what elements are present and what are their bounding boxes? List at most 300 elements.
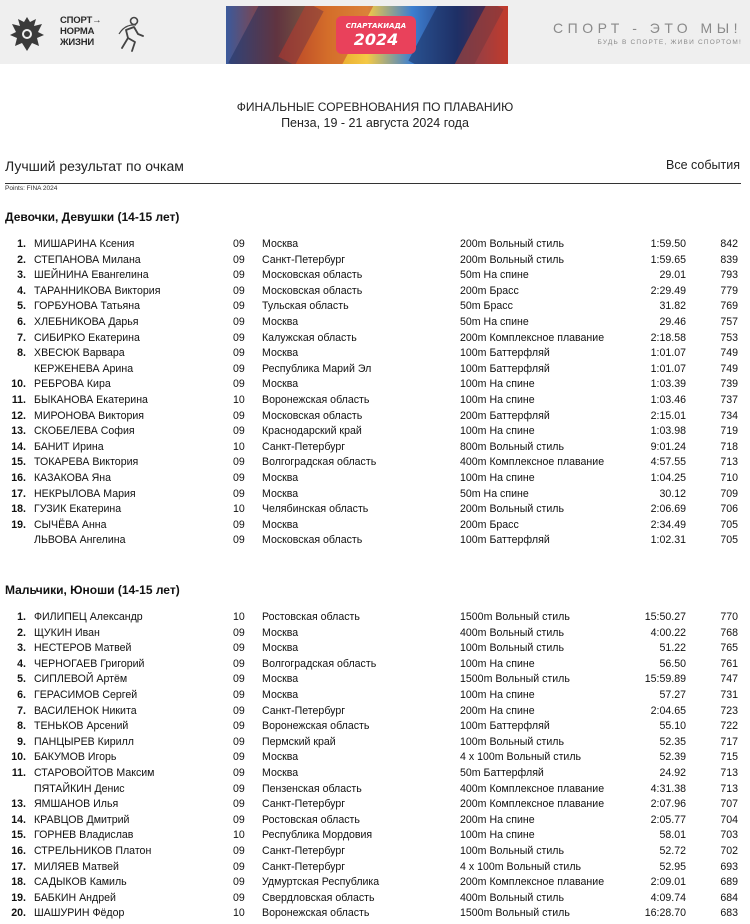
result-time: 52.72: [659, 844, 686, 857]
points: 723: [720, 704, 738, 717]
points: 753: [720, 331, 738, 344]
birth-year: 10: [233, 611, 245, 623]
table-row: [0, 331, 750, 347]
result-time: 1:01.07: [650, 362, 686, 375]
result-time: 51.22: [659, 642, 686, 655]
athlete-name: САДЫКОВ Камиль: [34, 876, 127, 889]
table-row: [0, 268, 750, 284]
points: 705: [720, 534, 738, 547]
table-row: [0, 299, 750, 315]
table-row: [0, 377, 750, 393]
birth-year: 09: [233, 300, 245, 313]
event: 100m Баттерфляй: [460, 720, 550, 733]
result-time: 24.92: [659, 766, 686, 779]
event: 100m На спине: [460, 688, 535, 701]
table-row: [0, 704, 750, 720]
place: 17.: [11, 487, 26, 500]
table-row: [0, 487, 750, 503]
birth-year: 09: [233, 704, 245, 717]
points: 734: [720, 409, 738, 422]
brand-line: ЖИЗНИ: [60, 37, 95, 48]
group-title: Мальчики, Юноши (14-15 лет): [5, 583, 180, 597]
points: 747: [720, 673, 738, 686]
table-row: [0, 750, 750, 766]
points: 757: [720, 315, 738, 328]
athlete-name: СИБИРКО Екатерина: [34, 331, 140, 344]
table-row: [0, 782, 750, 798]
event: 50m На спине: [460, 487, 529, 500]
points: 689: [720, 876, 738, 889]
result-time: 16:28.70: [644, 907, 686, 920]
birth-year: 09: [233, 269, 245, 282]
birth-year: 09: [233, 253, 245, 266]
athlete-name: ЛЬВОВА Ангелина: [34, 534, 126, 547]
athlete-name: БАБКИН Андрей: [34, 891, 116, 904]
brand-line: НОРМА: [60, 26, 95, 37]
table-row: [0, 393, 750, 409]
region: Москва: [262, 688, 299, 701]
place: 10.: [11, 378, 26, 391]
region: Москва: [262, 347, 299, 360]
event: 200m На спине: [460, 813, 535, 826]
table-row: [0, 688, 750, 704]
region: Москва: [262, 238, 299, 250]
result-time: 2:18.58: [650, 331, 686, 344]
region: Ростовская область: [262, 611, 360, 623]
birth-year: 09: [233, 378, 245, 391]
birth-year: 09: [233, 409, 245, 422]
region: Калужская область: [262, 331, 357, 344]
athlete-name: РЕБРОВА Кира: [34, 378, 111, 391]
birth-year: 09: [233, 284, 245, 297]
result-time: 57.27: [659, 688, 686, 701]
birth-year: 09: [233, 518, 245, 531]
table-row: [0, 237, 750, 253]
event: 100m Баттерфляй: [460, 534, 550, 547]
table-row: [0, 844, 750, 860]
region: Тульская область: [262, 300, 349, 313]
region: Москва: [262, 642, 299, 655]
region: Воронежская область: [262, 393, 370, 406]
result-time: 9:01.24: [650, 440, 686, 453]
region: Москва: [262, 378, 299, 391]
eagle-emblem-icon: [8, 13, 46, 55]
birth-year: 09: [233, 456, 245, 469]
event: 50m Баттерфляй: [460, 766, 544, 779]
event: 4 x 100m Вольный стиль: [460, 751, 582, 764]
place: 11.: [11, 766, 26, 779]
region: Воронежская область: [262, 720, 370, 733]
brand-wordmark: [60, 15, 110, 48]
place: 4.: [17, 284, 26, 297]
place: 6.: [17, 315, 26, 328]
athlete-name: ТЕНЬКОВ Арсений: [34, 720, 129, 733]
region: Москва: [262, 673, 299, 686]
place: 12.: [11, 409, 26, 422]
table-row: [0, 906, 750, 922]
points: 703: [720, 829, 738, 842]
place: 15.: [11, 829, 26, 842]
region: Республика Марий Эл: [262, 362, 372, 375]
birth-year: 09: [233, 487, 245, 500]
result-time: 2:29.49: [650, 284, 686, 297]
birth-year: 09: [233, 534, 245, 547]
birth-year: 10: [233, 907, 245, 920]
badge-year: 2024: [353, 30, 399, 49]
table-row: [0, 346, 750, 362]
place: 14.: [11, 440, 26, 453]
table-row: [0, 828, 750, 844]
region: Санкт-Петербург: [262, 440, 346, 453]
place: 13.: [11, 425, 26, 438]
points: 693: [720, 860, 738, 873]
result-time: 1:03.39: [650, 378, 686, 391]
spartakiad-badge: [336, 16, 416, 54]
region: Пензенская область: [262, 782, 362, 795]
event: 100m Вольный стиль: [460, 735, 564, 748]
event: 100m Баттерфляй: [460, 347, 550, 360]
result-time: 2:04.65: [650, 704, 686, 717]
birth-year: 09: [233, 891, 245, 904]
event: 100m На спине: [460, 393, 535, 406]
table-row: [0, 455, 750, 471]
birth-year: 10: [233, 440, 245, 453]
athlete-name: ЩУКИН Иван: [34, 626, 100, 639]
event: 200m Вольный стиль: [460, 238, 564, 250]
birth-year: 09: [233, 362, 245, 375]
athlete-name: ЧЕРНОГАЕВ Григорий: [34, 657, 145, 670]
table-row: [0, 440, 750, 456]
place: 18.: [11, 503, 26, 516]
place: 18.: [11, 876, 26, 889]
place: 5.: [17, 300, 26, 313]
table-row: [0, 641, 750, 657]
region: Республика Мордовия: [262, 829, 373, 842]
athlete-name: ГУЗИК Екатерина: [34, 503, 122, 516]
result-time: 2:06.69: [650, 503, 686, 516]
points: 765: [720, 642, 738, 655]
table-row: [0, 533, 750, 549]
birth-year: 09: [233, 315, 245, 328]
event: 200m На спине: [460, 704, 535, 717]
place: 11.: [11, 393, 26, 406]
place: 17.: [11, 860, 26, 873]
place: 2.: [17, 626, 26, 639]
points: 749: [720, 347, 738, 360]
region: Санкт-Петербург: [262, 253, 346, 266]
event: 100m Вольный стиль: [460, 844, 564, 857]
region: Челябинская область: [262, 503, 369, 516]
athlete-name: МИЛЯЕВ Матвей: [34, 860, 119, 873]
result-time: 31.82: [659, 300, 686, 313]
place: 3.: [17, 269, 26, 282]
points: 749: [720, 362, 738, 375]
birth-year: 09: [233, 688, 245, 701]
athlete-name: ФИЛИПЕЦ Александр: [34, 611, 143, 623]
table-row: [0, 891, 750, 907]
points: 715: [720, 751, 738, 764]
event: 400m Комплексное плавание: [460, 782, 605, 795]
athlete-name: ХВЕСЮК Варвара: [34, 347, 125, 360]
event: 200m Комплексное плавание: [460, 331, 605, 344]
table-row: [0, 626, 750, 642]
results-list: [0, 237, 750, 549]
points: 717: [720, 735, 738, 748]
birth-year: 09: [233, 331, 245, 344]
table-row: [0, 672, 750, 688]
place: 14.: [11, 813, 26, 826]
birth-year: 09: [233, 782, 245, 795]
event: 100m Баттерфляй: [460, 362, 550, 375]
place: 1.: [17, 238, 26, 250]
region: Москва: [262, 315, 299, 328]
badge-caption: СПАРТАКИАДА: [345, 22, 407, 30]
birth-year: 09: [233, 751, 245, 764]
points: 769: [720, 300, 738, 313]
place: 16.: [11, 844, 26, 857]
region: Московская область: [262, 534, 363, 547]
place: 15.: [11, 456, 26, 469]
athlete-name: ТАРАННИКОВА Виктория: [34, 284, 161, 297]
group-title: Девочки, Девушки (14-15 лет): [5, 210, 180, 224]
points: 704: [720, 813, 738, 826]
athlete-name: МИШАРИНА Ксения: [34, 238, 135, 250]
event: 200m Комплексное плавание: [460, 798, 605, 811]
place: 5.: [17, 673, 26, 686]
result-time: 2:05.77: [650, 813, 686, 826]
athlete-name: СКОБЕЛЕВА София: [34, 425, 135, 438]
table-row: [0, 362, 750, 378]
region: Москва: [262, 471, 299, 484]
athlete-name: СТАРОВОЙТОВ Максим: [34, 766, 155, 779]
competition-subtitle: Пенза, 19 - 21 августа 2024 года: [281, 116, 469, 130]
region: Удмуртская Республика: [262, 876, 380, 889]
result-time: 1:03.46: [650, 393, 686, 406]
table-row: [0, 875, 750, 891]
table-row: [0, 284, 750, 300]
points: 793: [720, 269, 738, 282]
slogan-main: СПОРТ - ЭТО МЫ!: [553, 20, 742, 36]
event: 200m Баттерфляй: [460, 409, 550, 422]
points: 842: [720, 238, 738, 250]
athlete-name: ГОРБУНОВА Татьяна: [34, 300, 141, 313]
event: 400m Вольный стиль: [460, 891, 564, 904]
place: 9.: [17, 735, 26, 748]
table-row: [0, 657, 750, 673]
birth-year: 09: [233, 844, 245, 857]
region: Московская область: [262, 269, 363, 282]
event: 100m На спине: [460, 425, 535, 438]
region: Москва: [262, 626, 299, 639]
birth-year: 10: [233, 829, 245, 842]
event: 100m Вольный стиль: [460, 642, 564, 655]
result-time: 2:15.01: [650, 409, 686, 422]
place: 2.: [17, 253, 26, 266]
points: 683: [720, 907, 738, 920]
athlete-name: ВАСИЛЕНОК Никита: [34, 704, 137, 717]
spartakiad-banner-art: [226, 6, 508, 64]
points: 761: [720, 657, 738, 670]
event: 1500m Вольный стиль: [460, 907, 570, 920]
athlete-name: КРАВЦОВ Дмитрий: [34, 813, 130, 826]
athlete-name: ЯМШАНОВ Илья: [34, 798, 119, 811]
birth-year: 09: [233, 720, 245, 733]
birth-year: 09: [233, 813, 245, 826]
result-time: 1:03.98: [650, 425, 686, 438]
points: 739: [720, 378, 738, 391]
place: 6.: [17, 688, 26, 701]
table-row: [0, 735, 750, 751]
competition-title: ФИНАЛЬНЫЕ СОРЕВНОВАНИЯ ПО ПЛАВАНИЮ: [236, 100, 514, 114]
points-note: Points: FINA 2024: [5, 185, 58, 192]
birth-year: 09: [233, 735, 245, 748]
report-title: Лучший результат по очкам: [5, 158, 184, 174]
place: 16.: [11, 471, 26, 484]
points: 713: [720, 456, 738, 469]
result-time: 4:57.55: [650, 456, 686, 469]
event: 1500m Вольный стиль: [460, 611, 570, 623]
table-row: [0, 409, 750, 425]
athlete-name: ШЕЙНИНА Евангелина: [34, 269, 149, 282]
region: Пермский край: [262, 735, 336, 748]
table-row: [0, 315, 750, 331]
result-time: 30.12: [659, 487, 686, 500]
birth-year: 09: [233, 347, 245, 360]
result-time: 29.01: [659, 269, 686, 282]
result-time: 1:59.50: [650, 238, 686, 250]
place: 3.: [17, 642, 26, 655]
event: 200m Брасс: [460, 518, 519, 531]
runner-logo-icon: [116, 14, 146, 54]
result-time: 1:02.31: [650, 534, 686, 547]
athlete-name: МИРОНОВА Виктория: [34, 409, 145, 422]
event: 50m На спине: [460, 269, 529, 282]
athlete-name: КАЗАКОВА Яна: [34, 471, 111, 484]
place: 8.: [17, 347, 26, 360]
athlete-name: СЫЧЁВА Анна: [34, 518, 107, 531]
region: Санкт-Петербург: [262, 704, 346, 717]
place: 19.: [11, 518, 26, 531]
points: 768: [720, 626, 738, 639]
region: Краснодарский край: [262, 425, 362, 438]
athlete-name: ГЕРАСИМОВ Сергей: [34, 688, 138, 701]
place: 13.: [11, 798, 26, 811]
event: 100m На спине: [460, 471, 535, 484]
result-time: 1:59.65: [650, 253, 686, 266]
region: Санкт-Петербург: [262, 860, 346, 873]
result-time: 2:07.96: [650, 798, 686, 811]
region: Ростовская область: [262, 813, 360, 826]
birth-year: 09: [233, 642, 245, 655]
result-time: 56.50: [659, 657, 686, 670]
result-time: 4:00.22: [650, 626, 686, 639]
points: 710: [720, 471, 738, 484]
region: Санкт-Петербург: [262, 798, 346, 811]
result-time: 2:34.49: [650, 518, 686, 531]
result-time: 15:50.27: [644, 611, 686, 623]
event: 200m Комплексное плавание: [460, 876, 605, 889]
points: 718: [720, 440, 738, 453]
region: Московская область: [262, 284, 363, 297]
place: 7.: [17, 704, 26, 717]
table-row: [0, 610, 750, 626]
event: 200m Вольный стиль: [460, 253, 564, 266]
place: 4.: [17, 657, 26, 670]
slogan-sub: БУДЬ В СПОРТЕ, ЖИВИ СПОРТОМ!: [597, 39, 742, 46]
athlete-name: БАКУМОВ Игорь: [34, 751, 117, 764]
athlete-name: ПЯТАЙКИН Денис: [34, 782, 125, 795]
event: 50m Брасс: [460, 300, 513, 313]
region: Волгоградская область: [262, 456, 377, 469]
points: 731: [720, 688, 738, 701]
points: 779: [720, 284, 738, 297]
athlete-name: ТОКАРЕВА Виктория: [34, 456, 139, 469]
points: 707: [720, 798, 738, 811]
place: 19.: [11, 891, 26, 904]
athlete-name: БАНИТ Ирина: [34, 440, 104, 453]
event: 100m На спине: [460, 829, 535, 842]
table-row: [0, 502, 750, 518]
event: 50m На спине: [460, 315, 529, 328]
birth-year: 09: [233, 626, 245, 639]
result-time: 58.01: [659, 829, 686, 842]
birth-year: 10: [233, 503, 245, 516]
region: Свердловская область: [262, 891, 375, 904]
birth-year: 09: [233, 798, 245, 811]
birth-year: 09: [233, 471, 245, 484]
event: 400m Вольный стиль: [460, 626, 564, 639]
points: 713: [720, 766, 738, 779]
event: 800m Вольный стиль: [460, 440, 564, 453]
athlete-name: СТРЕЛЬНИКОВ Платон: [34, 844, 152, 857]
table-row: [0, 471, 750, 487]
points: 705: [720, 518, 738, 531]
region: Москва: [262, 518, 299, 531]
birth-year: 09: [233, 657, 245, 670]
points: 709: [720, 487, 738, 500]
event: 1500m Вольный стиль: [460, 673, 570, 686]
region: Московская область: [262, 409, 363, 422]
table-row: [0, 424, 750, 440]
region: Волгоградская область: [262, 657, 377, 670]
region: Москва: [262, 487, 299, 500]
points: 737: [720, 393, 738, 406]
events-filter: Все события: [666, 158, 740, 172]
place: 1.: [17, 611, 26, 623]
table-row: [0, 797, 750, 813]
birth-year: 10: [233, 393, 245, 406]
slogan: [553, 20, 742, 48]
table-row: [0, 813, 750, 829]
region: Москва: [262, 751, 299, 764]
birth-year: 09: [233, 425, 245, 438]
points: 839: [720, 253, 738, 266]
points: 722: [720, 720, 738, 733]
birth-year: 09: [233, 766, 245, 779]
points: 706: [720, 503, 738, 516]
athlete-name: ГОРНЕВ Владислав: [34, 829, 134, 842]
table-row: [0, 860, 750, 876]
points: 713: [720, 782, 738, 795]
results-list: [0, 610, 750, 922]
place: 8.: [17, 720, 26, 733]
result-time: 4:31.38: [650, 782, 686, 795]
points: 702: [720, 844, 738, 857]
athlete-name: ПАНЦЫРЕВ Кирилл: [34, 735, 134, 748]
place: 10.: [11, 751, 26, 764]
header-banner: [0, 0, 750, 64]
divider: [5, 183, 741, 184]
